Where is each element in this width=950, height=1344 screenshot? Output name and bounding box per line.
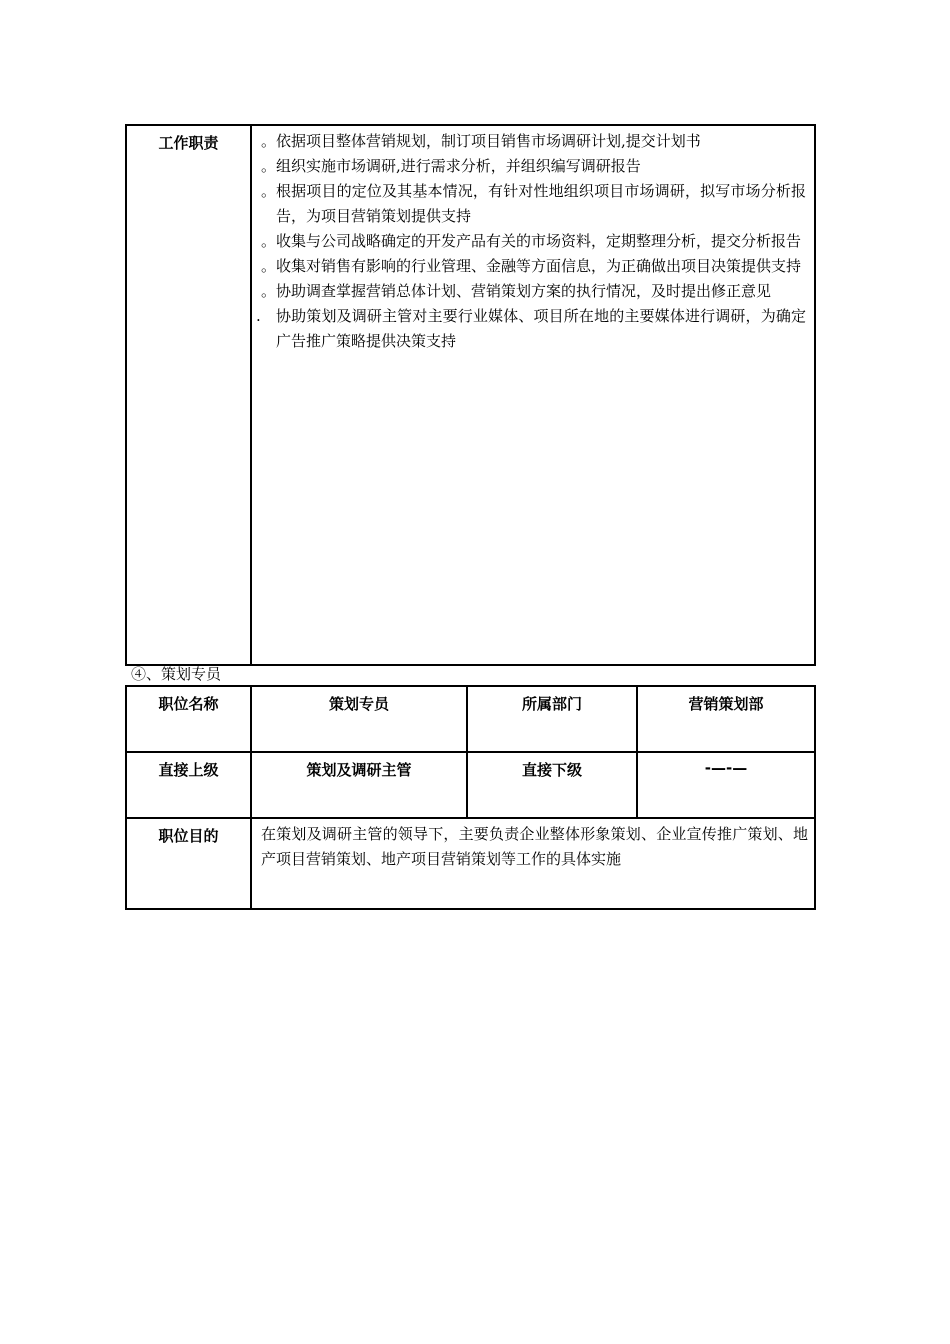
subordinate-label: 直接下级 <box>467 752 637 818</box>
duties-label: 工作职责 <box>126 125 251 665</box>
duty-text: 协助调查掌握营销总体计划、营销策划方案的执行情况，及时提出修正意见 <box>276 282 772 300</box>
position-name-label: 职位名称 <box>126 686 251 752</box>
duty-bullet: 。 <box>261 182 277 200</box>
duty-text: 依据项目整体营销规划，制订项目销售市场调研计划,提交计划书 <box>276 132 701 150</box>
duty-bullet: . <box>256 307 261 325</box>
duty-text: 组织实施市场调研,进行需求分析，并组织编写调研报告 <box>276 157 641 175</box>
duty-item <box>261 154 806 179</box>
duty-item <box>261 179 806 229</box>
subordinate-value: -—-— <box>637 752 815 818</box>
duty-bullet: 。 <box>261 232 277 250</box>
department-label: 所属部门 <box>467 686 637 752</box>
duty-text: 协助策划及调研主管对主要行业媒体、项目所在地的主要媒体进行调研，为确定广告推广策略提供决策支持 <box>276 307 806 350</box>
superior-label: 直接上级 <box>126 752 251 818</box>
purpose-value: 在策划及调研主管的领导下，主要负责企业整体形象策划、企业宣传推广策划、地产项目营销策划、地产项目营销策划等工作的具体实施 <box>251 818 815 909</box>
duty-text: 根据项目的定位及其基本情况，有针对性地组织项目市场调研，拟写市场分析报告，为项目营销策划提供支持 <box>276 182 806 225</box>
duty-bullet: 。 <box>261 157 277 175</box>
duty-text: 收集与公司战略确定的开发产品有关的市场资料，定期整理分析，提交分析报告 <box>276 232 802 250</box>
position-info-table <box>125 685 816 910</box>
duty-text: 收集对销售有影响的行业管理、金融等方面信息，为正确做出项目决策提供支持 <box>276 257 802 275</box>
section-heading: ④、策划专员 <box>131 665 222 683</box>
duty-item <box>261 129 806 154</box>
duty-item <box>261 229 806 254</box>
duties-content <box>251 125 815 665</box>
purpose-label: 职位目的 <box>126 818 251 909</box>
duty-bullet: 。 <box>261 132 277 150</box>
duty-item <box>261 279 806 304</box>
duties-table <box>125 124 816 666</box>
duty-bullet: 。 <box>261 257 277 275</box>
position-name-value: 策划专员 <box>251 686 467 752</box>
duty-item <box>261 254 806 279</box>
department-value: 营销策划部 <box>637 686 815 752</box>
duty-item <box>256 304 806 354</box>
superior-value: 策划及调研主管 <box>251 752 467 818</box>
duty-bullet: 。 <box>261 282 277 300</box>
